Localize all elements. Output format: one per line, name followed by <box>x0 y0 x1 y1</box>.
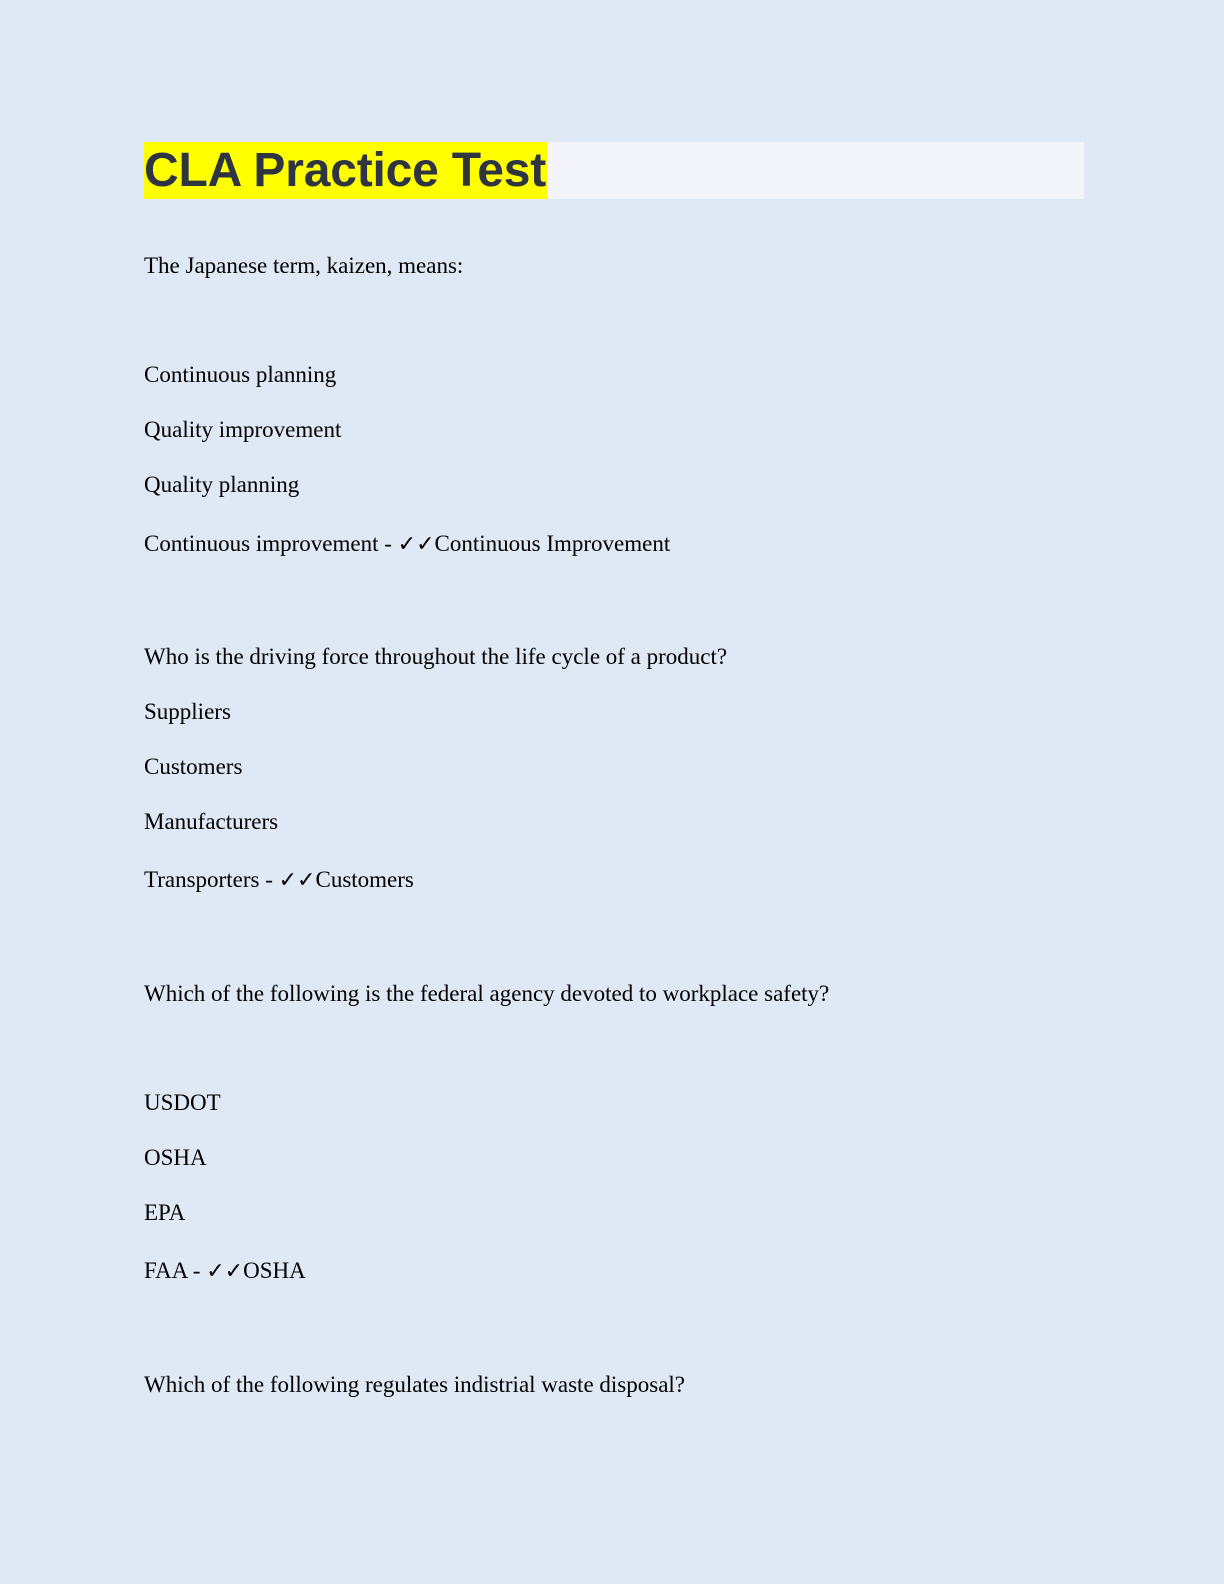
question-1-prompt: The Japanese term, kaizen, means: <box>144 253 464 278</box>
question-3-prompt: Which of the following is the federal agency devoted to workplace safety? <box>144 981 830 1006</box>
question-1-option-2: Quality improvement <box>144 417 342 442</box>
question-2-option-2: Customers <box>144 754 243 779</box>
question-1-answer: Continuous Improvement <box>434 531 671 556</box>
answer-separator: - <box>187 1258 207 1283</box>
question-1-option-1: Continuous planning <box>144 362 337 387</box>
question-1-option-3: Quality planning <box>144 472 300 497</box>
page-title: CLA Practice Test <box>144 144 547 197</box>
question-3-option-3: EPA <box>144 1200 186 1225</box>
question-1-option-4-with-answer <box>144 530 670 559</box>
question-2-option-4: Transporters <box>144 867 260 892</box>
question-3-option-4-with-answer <box>144 1257 306 1286</box>
answer-separator: - <box>378 531 398 556</box>
check-marks-icon: ✓✓ <box>397 532 435 557</box>
answer-separator: - <box>259 867 279 892</box>
question-1-option-4: Continuous improvement <box>144 531 379 556</box>
question-2-option-4-with-answer <box>144 866 414 895</box>
question-2-option-3: Manufacturers <box>144 809 279 834</box>
check-marks-icon: ✓✓ <box>278 868 316 893</box>
question-3-option-4: FAA <box>144 1258 188 1283</box>
check-marks-icon: ✓✓ <box>206 1259 244 1284</box>
question-2-answer: Customers <box>315 867 414 892</box>
title-highlight <box>144 142 547 199</box>
question-4-prompt: Which of the following regulates indistrial waste disposal? <box>144 1372 686 1397</box>
question-2-option-1: Suppliers <box>144 699 231 724</box>
question-2-prompt: Who is the driving force throughout the life cycle of a product? <box>144 644 728 669</box>
question-3-answer: OSHA <box>243 1258 306 1283</box>
question-3-option-1: USDOT <box>144 1090 221 1115</box>
question-3-option-2: OSHA <box>144 1145 207 1170</box>
